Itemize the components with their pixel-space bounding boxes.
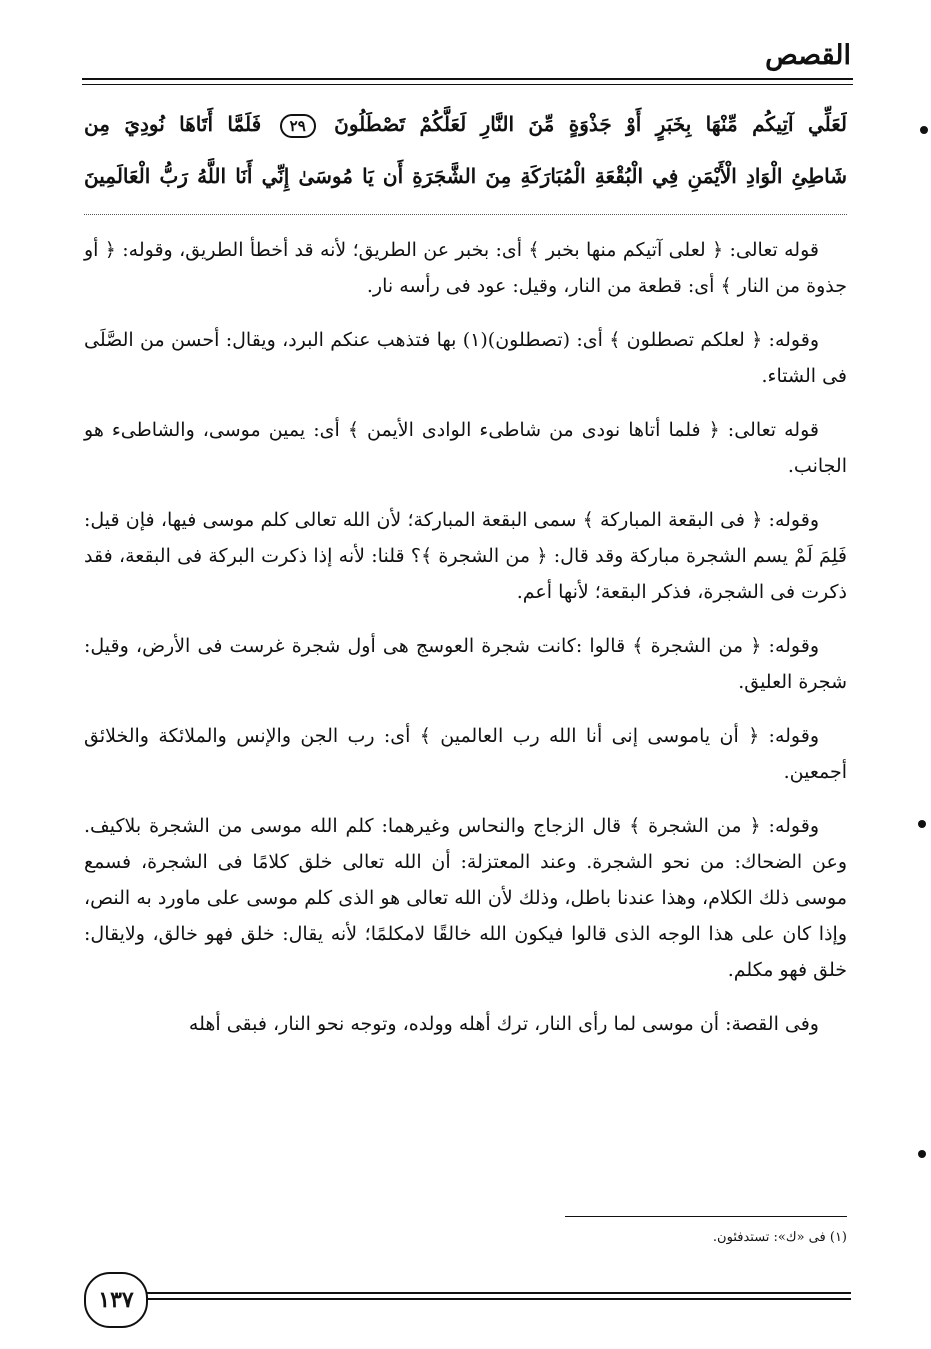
footer-rule-bottom: [144, 1298, 851, 1300]
page-number: ١٣٧: [84, 1272, 148, 1328]
commentary-paragraph: وقوله: ﴿ لعلكم تصطلون ﴾ أى: (تصطلون)(١) بها فتذهب عنكم البرد، ويقال: أحسن من الصَّلَى فى الشتاء.: [84, 329, 847, 387]
ayah-number-marker: ٢٩: [280, 114, 316, 138]
quran-line-1-text: لَعَلِّي آتِيكُم مِّنْهَا بِخَبَرٍ أَوْ جَذْوَةٍ مِّنَ النَّارِ لَعَلَّكُمْ تَصْطَلُونَ: [334, 112, 847, 136]
commentary-paragraph: وقوله: ﴿ من الشجرة ﴾ قالوا :كانت شجرة العوسج هى أول شجرة غرست فى الأرض، وقيل: شجرة العليق.: [84, 635, 847, 693]
footnote: (١) فى «ك»: تستدفئون.: [712, 1230, 847, 1245]
commentary-paragraph: وقوله: ﴿ من الشجرة ﴾ قال الزجاج والنحاس وغيرهما: كلم الله موسى من الشجرة بلاكيف. وعن الضحاك: من نحو الشجرة. وعند المعتزلة: أن الله تعالى خلق كلامًا فى الشجرة، فسمع موسى ذلك الكلام، وهذا عندنا باطل، وذلك لأن الله تعالى هو الذى كلم موسى على ماورد به النص، وإذا كان على هذا الوجه الذى قالوا فيكون الله خالقًا لامكلمًا؛ لأنه يقال: خلق فهو خالق، ولايقال: خلق فهو مكلم.: [84, 815, 847, 981]
footer-rule-top: [144, 1292, 851, 1294]
commentary-paragraph: قوله تعالى: ﴿ لعلى آتيكم منها بخبر ﴾ أى: بخبر عن الطريق؛ لأنه قد أخطأ الطريق، وقوله: ﴿ أو جذوة من النار ﴾ أى: قطعة من النار، وقيل: عود فى رأسه نار.: [84, 239, 847, 297]
margin-dot: [920, 126, 928, 134]
commentary-paragraph: قوله تعالى: ﴿ فلما أتاها نودى من شاطىء الوادى الأيمن ﴾ أى: يمين موسى، والشاطىء هو الجانب.: [84, 419, 847, 477]
quran-line-1: [84, 98, 847, 150]
commentary-paragraph: وقوله: ﴿ فى البقعة المباركة ﴾ سمى البقعة المباركة؛ لأن الله تعالى كلم موسى فيها، فإن قيل: فَلِمَ لَمْ يسم الشجرة مباركة وقد قال: ﴿ من الشجرة ﴾؟ قلنا: لأنه إذا ذكرت البركة فى البقعة، فقد ذكرت فى الشجرة، فذكر البقعة؛ لأنها أعم.: [84, 509, 847, 603]
header-rule-top: [82, 78, 853, 80]
header-rule-bottom: [82, 84, 853, 85]
quran-verse-block: [84, 98, 847, 210]
quran-line-2: شَاطِئِ الْوَادِ الْأَيْمَنِ فِي الْبُقْعَةِ الْمُبَارَكَةِ مِنَ الشَّجَرَةِ أَن يَا مُوسَىٰ إِنِّي أَنَا اللَّهُ رَبُّ الْعَالَمِينَ: [84, 164, 847, 188]
margin-dot: [918, 1150, 926, 1158]
margin-dot: [918, 820, 926, 828]
quran-line-1-continued: فَلَمَّا أَتَاهَا نُودِيَ مِن: [84, 112, 262, 136]
commentary-paragraph: وفى القصة: أن موسى لما رأى النار، ترك أهله وولده، وتوجه نحو النار، فبقى أهله: [188, 1013, 819, 1035]
verse-separator: [84, 214, 847, 215]
commentary-text: [84, 232, 847, 1060]
commentary-paragraph: وقوله: ﴿ أن ياموسى إنى أنا الله رب العالمين ﴾ أى: رب الجن والإنس والملائكة والخلائق أجمعين.: [84, 725, 847, 783]
footnote-separator: [565, 1216, 847, 1217]
surah-title: القصص: [765, 40, 851, 71]
